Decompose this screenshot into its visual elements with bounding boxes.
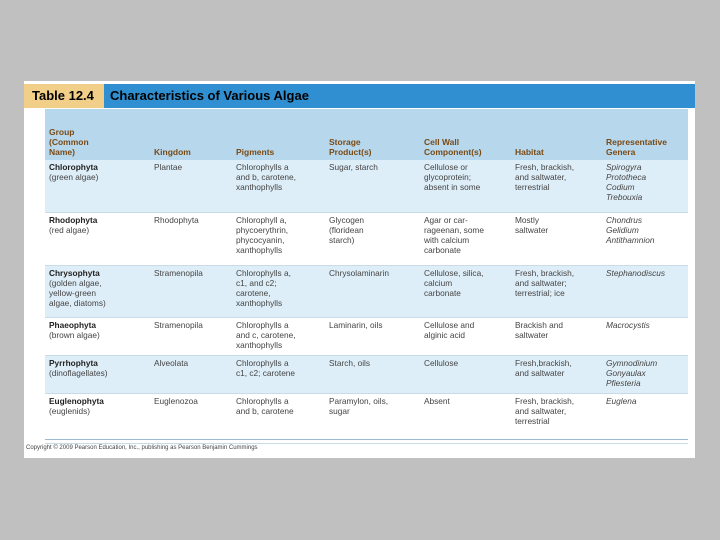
cell-pigments-line: xanthophylls: [236, 182, 283, 192]
cell-habitat-line: and saltwater,: [515, 172, 567, 182]
cell-storage: [325, 317, 420, 355]
cell-habitat: [511, 317, 602, 355]
column-header-habitat: [511, 109, 602, 160]
cell-pigments-line: carotene,: [236, 287, 271, 298]
cell-kingdom: Alveolata: [150, 355, 232, 393]
cell-kingdom: Stramenopila: [150, 265, 232, 317]
cell-pigments: [232, 355, 325, 393]
cell-habitat: [511, 160, 602, 212]
group-name: Pyrrhophyta: [49, 357, 98, 368]
cell-habitat-line: Fresh, brackish,: [515, 395, 575, 406]
header-line: Representative: [606, 137, 667, 147]
cell-pigments-line: and b, carotene: [236, 405, 294, 416]
cell-genera-line: Gymnodinium: [606, 357, 658, 368]
cell-pigments: [232, 393, 325, 443]
cell-storage-line: starch): [329, 234, 355, 245]
cell-habitat-line: and saltwater: [515, 367, 565, 378]
group-common-name-line: (golden algae,: [49, 277, 102, 288]
cell-wall: [420, 317, 511, 355]
table-title-bar: [24, 84, 695, 108]
cell-genera-line: Trebouxia: [606, 192, 643, 202]
cell-habitat-line: terrestrial: [515, 182, 550, 192]
header-line: Product(s): [329, 147, 372, 157]
table-body: [45, 160, 688, 443]
cell-habitat: [511, 212, 602, 265]
cell-habitat-line: terrestrial: [515, 415, 550, 426]
cell-habitat: [511, 393, 602, 443]
header-line: Storage: [329, 137, 361, 147]
cell-pigments-line: phycocyanin,: [236, 234, 285, 245]
cell-habitat-line: Fresh,brackish,: [515, 357, 572, 368]
cell-storage: [325, 212, 420, 265]
cell-pigments-line: and b, carotene,: [236, 172, 296, 182]
cell-wall-line: Agar or car-: [424, 214, 468, 225]
table-row: [45, 355, 688, 393]
cell-group: [45, 393, 150, 443]
cell-pigments: [232, 160, 325, 212]
cell-kingdom: Euglenozoa: [150, 393, 232, 443]
cell-pigments-line: and c, carotene,: [236, 329, 296, 340]
cell-storage-line: Glycogen: [329, 214, 365, 225]
group-common-name-line: algae, diatoms): [49, 297, 106, 308]
cell-habitat-line: saltwater: [515, 329, 549, 340]
cell-pigments-line: Chlorophylls a: [236, 319, 289, 330]
cell-storage: [325, 265, 420, 317]
cell-storage-line: Chrysolaminarin: [329, 267, 389, 278]
group-name: Euglenophyta: [49, 395, 104, 406]
cell-genera-line: Macrocystis: [606, 319, 650, 330]
group-name: Rhodophyta: [49, 214, 98, 225]
cell-wall-line: rageenan, some: [424, 224, 484, 235]
table-title: Characteristics of Various Algae: [104, 84, 695, 108]
cell-group: [45, 212, 150, 265]
cell-habitat-line: Fresh, brackish,: [515, 162, 575, 172]
cell-group: [45, 265, 150, 317]
cell-genera-line: Spirogyra: [606, 162, 642, 172]
group-name: Chrysophyta: [49, 267, 100, 278]
cell-storage: [325, 355, 420, 393]
cell-genera-line: Prototheca: [606, 172, 647, 182]
cell-wall: [420, 265, 511, 317]
cell-kingdom: Plantae: [150, 160, 232, 212]
cell-habitat-line: saltwater: [515, 224, 549, 235]
table-row: [45, 160, 688, 212]
cell-genera: [602, 160, 688, 212]
cell-habitat: [511, 265, 602, 317]
cell-storage: [325, 160, 420, 212]
table-bottom-rule: [45, 439, 688, 440]
cell-wall: [420, 393, 511, 443]
cell-genera: [602, 355, 688, 393]
group-common-name-line: yellow-green: [49, 287, 97, 298]
cell-wall-line: Cellulose and: [424, 319, 475, 330]
cell-wall-line: carbonate: [424, 244, 461, 255]
cell-pigments: [232, 212, 325, 265]
header-line: Name): [49, 147, 75, 157]
cell-genera-line: Euglena: [606, 395, 637, 406]
cell-wall-line: Cellulose, silica,: [424, 267, 484, 278]
cell-pigments-line: Chlorophylls a: [236, 395, 289, 406]
header-line: Pigments: [236, 147, 275, 157]
cell-genera-line: Codium: [606, 182, 635, 192]
cell-storage: [325, 393, 420, 443]
cell-habitat-line: Fresh, brackish,: [515, 267, 575, 278]
cell-genera-line: Stephanodiscus: [606, 267, 666, 278]
cell-kingdom: Stramenopila: [150, 317, 232, 355]
column-header-pigments: [232, 109, 325, 160]
table-row: [45, 212, 688, 265]
cell-pigments-line: xanthophylls: [236, 339, 283, 350]
cell-storage-line: Starch, oils: [329, 357, 371, 368]
header-line: Cell Wall: [424, 137, 460, 147]
cell-genera: [602, 212, 688, 265]
cell-pigments: [232, 265, 325, 317]
cell-wall-line: with calcium: [424, 234, 470, 245]
cell-habitat-line: Mostly: [515, 214, 539, 225]
cell-wall: [420, 355, 511, 393]
cell-pigments-line: c1, c2; carotene: [236, 367, 296, 378]
table-number: Table 12.4: [24, 84, 104, 108]
table-row: [45, 265, 688, 317]
algae-table: [45, 109, 688, 444]
cell-pigments-line: c1, and c2;: [236, 277, 277, 288]
cell-wall-line: carbonate: [424, 287, 461, 298]
cell-genera-line: Antithamnion: [606, 234, 655, 245]
group-common-name: (euglenids): [49, 405, 91, 416]
header-line: Kingdom: [154, 147, 191, 157]
cell-habitat: [511, 355, 602, 393]
group-name: Phaeophyta: [49, 319, 97, 330]
cell-pigments-line: xanthophylls: [236, 244, 283, 255]
cell-habitat-line: Brackish and: [515, 319, 563, 330]
group-common-name: (red algae): [49, 224, 90, 235]
cell-genera: [602, 393, 688, 443]
cell-pigments-line: Chlorophylls a: [236, 357, 289, 368]
cell-pigments-line: Chlorophylls a: [236, 162, 289, 172]
cell-group: [45, 160, 150, 212]
cell-genera-line: Pfiesteria: [606, 377, 641, 388]
cell-storage-line: Laminarin, oils: [329, 319, 383, 330]
table-figure: [24, 81, 695, 458]
cell-wall-line: Cellulose or: [424, 162, 468, 172]
header-line: (Common: [49, 137, 89, 147]
cell-kingdom: Rhodophyta: [150, 212, 232, 265]
copyright-notice: Copyright © 2009 Pearson Education, Inc., publishing as Pearson Benjamin Cummings: [26, 445, 258, 451]
cell-wall-line: Absent: [424, 395, 450, 406]
header-row: [45, 109, 688, 160]
cell-habitat-line: terrestrial; ice: [515, 287, 565, 298]
cell-wall-line: Cellulose: [424, 357, 459, 368]
cell-genera-line: Gonyaulax: [606, 367, 646, 378]
cell-genera: [602, 317, 688, 355]
cell-pigments-line: Chlorophyll a,: [236, 214, 287, 225]
group-common-name: (brown algae): [49, 329, 100, 340]
cell-pigments-line: xanthophylls: [236, 297, 283, 308]
table-row: [45, 393, 688, 443]
column-header-genera: [602, 109, 688, 160]
column-header-kingdom: [150, 109, 232, 160]
cell-genera-line: Chondrus: [606, 214, 642, 225]
cell-pigments-line: phycoerythrin,: [236, 224, 289, 235]
cell-wall: [420, 212, 511, 265]
cell-genera: [602, 265, 688, 317]
cell-storage-line: Sugar, starch: [329, 162, 378, 172]
cell-pigments: [232, 317, 325, 355]
cell-wall-line: absent in some: [424, 182, 481, 192]
column-header-group: [45, 109, 150, 160]
table-row: [45, 317, 688, 355]
cell-genera-line: Gelidium: [606, 224, 639, 235]
cell-storage-line: sugar: [329, 405, 350, 416]
group-common-name: (green algae): [49, 172, 99, 182]
column-header-storage: [325, 109, 420, 160]
header-line: Group: [49, 127, 75, 137]
header-line: Component(s): [424, 147, 482, 157]
cell-wall-line: alginic acid: [424, 329, 466, 340]
cell-wall: [420, 160, 511, 212]
group-common-name: (dinoflagellates): [49, 367, 108, 378]
cell-habitat-line: and saltwater,: [515, 405, 567, 416]
cell-storage-line: Paramylon, oils,: [329, 395, 389, 406]
cell-habitat-line: and saltwater;: [515, 277, 567, 288]
group-name: Chlorophyta: [49, 162, 98, 172]
cell-pigments-line: Chlorophylls a,: [236, 267, 291, 278]
cell-storage-line: (floridean: [329, 224, 364, 235]
cell-group: [45, 355, 150, 393]
column-header-cell-wall: [420, 109, 511, 160]
cell-group: [45, 317, 150, 355]
header-line: Genera: [606, 147, 636, 157]
header-line: Habitat: [515, 147, 544, 157]
cell-wall-line: glycoprotein;: [424, 172, 472, 182]
cell-wall-line: calcium: [424, 277, 453, 288]
